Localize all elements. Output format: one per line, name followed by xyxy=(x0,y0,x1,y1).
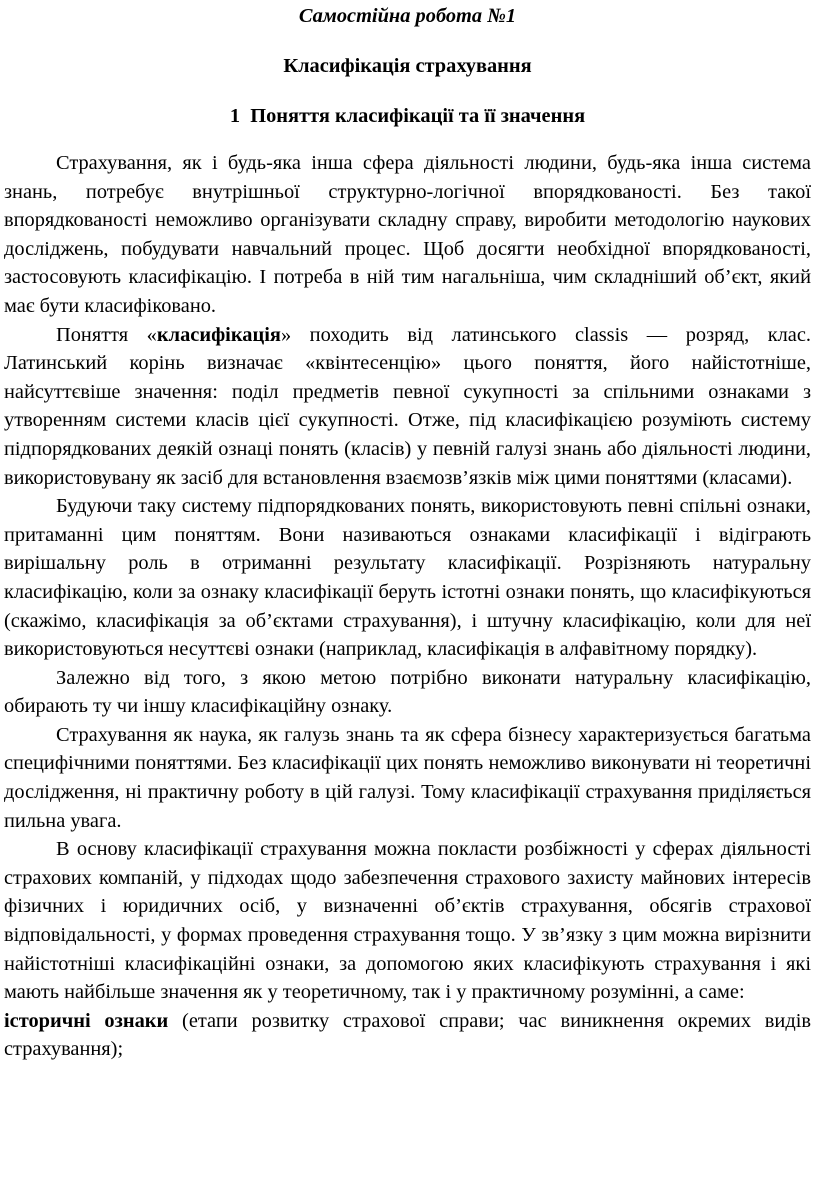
paragraph-2-after: » походить від латинського classis — розряд, клас. Латинський корінь визначає «квінтесенцію» цього поняття, його найістотніше, найсуттєвіше значення: поділ предметів певної сукупності за спільними ознаками з утворенням системи класів цієї сукупності. Отже, під класифікацією розуміють систему підпорядкованих деякій ознаці понять (класів) у певній галузі знань або діяльності людини, використовувану як засіб для встановлення взаємозв’язків між цими поняттями (класами). xyxy=(4,323,812,489)
section-title: 1 Поняття класифікації та її значення xyxy=(229,105,586,127)
paragraph-4: Залежно від того, з якою метою потрібно виконати натуральну класифікацію, обирають ту чи іншу класифікаційну ознаку. xyxy=(4,666,811,718)
topic-title: Класифікація страхування xyxy=(283,55,532,77)
paragraph-5: Страхування як наука, як галузь знань та як сфера бізнесу характеризується багатьма специфічними поняттями. Без класифікації цих понять неможливо виконувати ні теоретичні дослідження, ні практичну роботу в цій галузі. Тому класифікації страхування приділяється пильна увага. xyxy=(4,723,811,832)
paragraph-2-before: Поняття « xyxy=(56,323,157,346)
paragraph-6: В основу класифікації страхування можна покласти розбіжності у сферах діяльності страхових компаній, у підходах щодо забезпечення страхового захисту майнових інтересів фізичних і юридичних осіб, у визначенні об’єктів страхування, обсягів страхової відповідальності, у формах проведення страхування тощо. У зв’язку з цим можна вирізнити найістотніші класифікаційні ознаки, за допомогою яких класифікують страхування і які мають найбільше значення як у теоретичному, так і у практичному розумінні, а саме: xyxy=(4,838,811,1004)
term-classification: класифікація xyxy=(156,323,281,346)
work-title: Самостійна робота №1 xyxy=(298,5,517,27)
paragraph-3: Будуючи таку систему підпорядкованих понять, використовують певні спільні ознаки, притаманні цим поняттям. Вони називаються ознаками класифікації і відіграють вирішальну роль в отриманні результату класифікації. Розрізняють натуральну класифікацію, коли за ознаку класифікації беруть істотні ознаки понять, що класифікуються (скажімо, класифікація за об’єктами страхування), і штучну класифікацію, коли для неї використовуються несуттєві ознаки (наприклад, класифікація в алфавітному порядку). xyxy=(4,495,811,661)
list-item xyxy=(4,1007,811,1064)
paragraph-1: Страхування, як і будь-яка інша сфера діяльності людини, будь-яка інша система знань, потребує внутрішньої структурно-логічної впорядкованості. Без такої впорядкованості неможливо організувати складну справу, виробити методологію наукових досліджень, побудувати навчальний процес. Щоб досягти необхідної впорядкованості, застосовують класифікацію. І потреба в ній тим нагальніша, чим складніший об’єкт, який має бути класифіковано. xyxy=(4,152,811,317)
list-item-text: (етапи розвитку страхової справи; час виникнення окремих видів страхування); xyxy=(4,1009,811,1061)
paragraph-2 xyxy=(4,321,811,493)
document-body xyxy=(4,149,811,1064)
list-item-term: історичні ознаки xyxy=(4,1009,169,1032)
